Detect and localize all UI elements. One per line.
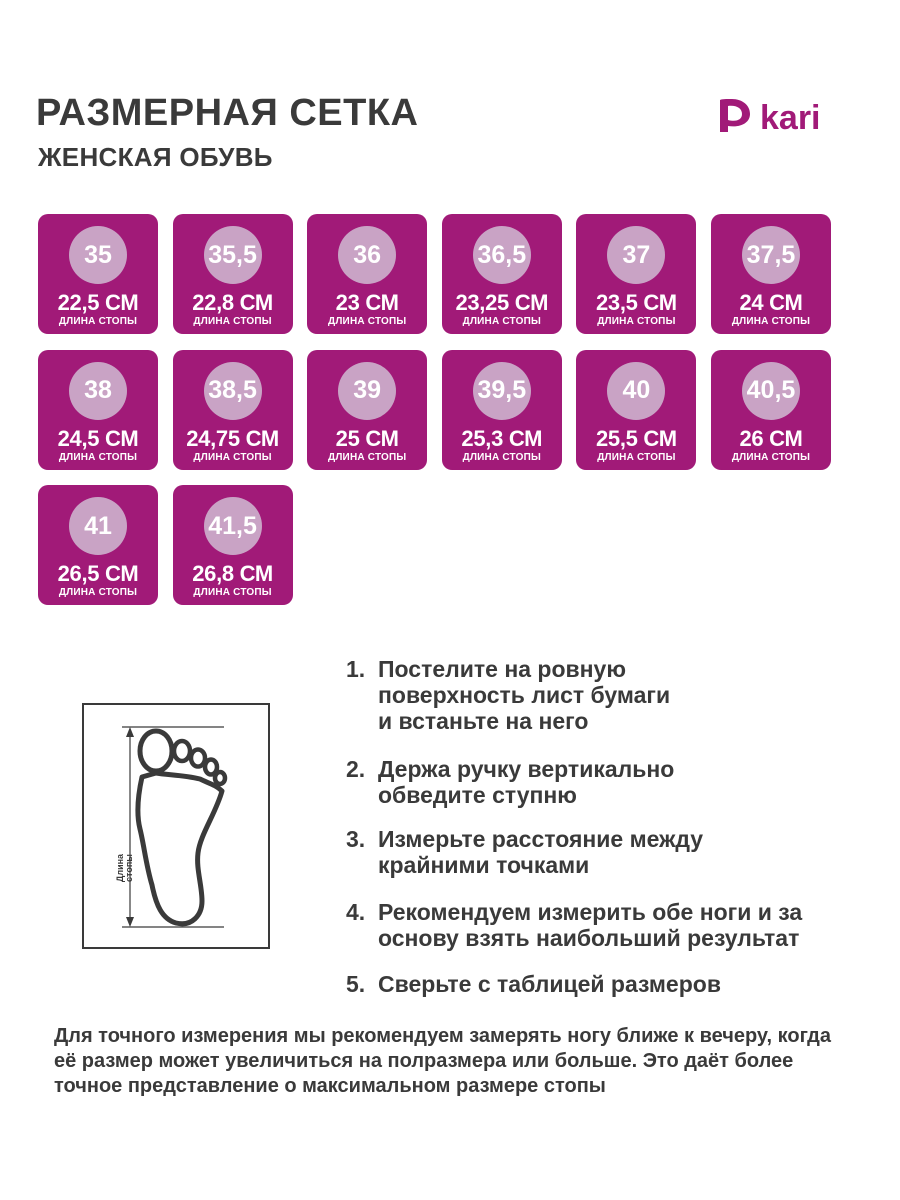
size-card	[38, 350, 158, 470]
page-title: РАЗМЕРНАЯ СЕТКА	[36, 92, 419, 134]
foot-diagram	[82, 703, 270, 949]
size-card	[307, 350, 427, 470]
foot-length-caption: ДЛИНА СТОПЫ	[328, 451, 407, 463]
foot-length-caption: ДЛИНА СТОПЫ	[597, 451, 676, 463]
size-card	[38, 485, 158, 605]
foot-length-value: 25,5 СМ	[596, 425, 677, 451]
foot-length-caption: ДЛИНА СТОПЫ	[193, 316, 272, 327]
size-card	[173, 350, 293, 470]
foot-length-value: 26 СМ	[739, 425, 803, 451]
size-number: 37	[607, 226, 665, 284]
step-5	[346, 971, 826, 997]
step-2	[346, 756, 826, 808]
size-card	[711, 350, 831, 470]
logo-text: kari	[760, 99, 821, 136]
foot-length-caption: ДЛИНА СТОПЫ	[731, 316, 811, 327]
foot-length-value: 26,8 СМ	[192, 561, 273, 586]
size-number: 36,5	[473, 226, 531, 284]
size-card	[173, 214, 293, 334]
size-card	[442, 350, 562, 470]
foot-length-value: 23 СМ	[335, 290, 399, 315]
step-text: Постелите на ровную поверхность лист бумаги и встаньте на него	[378, 656, 671, 734]
step-text: Сверьте с таблицей размеров	[378, 971, 721, 997]
size-number: 35,5	[204, 226, 262, 284]
size-number: 41,5	[204, 497, 262, 555]
foot-length-value: 24,5 СМ	[57, 425, 139, 451]
size-number: 40	[607, 362, 665, 420]
foot-length-label	[116, 848, 135, 888]
foot-length-value: 25 СМ	[335, 425, 399, 451]
foot-length-label-line2: стопы	[124, 854, 135, 882]
foot-length-value: 24,75 СМ	[186, 425, 279, 451]
foot-length-value: 24 СМ	[739, 290, 803, 315]
step-number: 3.	[346, 826, 366, 852]
size-card	[576, 214, 696, 334]
size-number: 39,5	[473, 362, 531, 420]
foot-length-caption: ДЛИНА СТОПЫ	[597, 316, 676, 327]
step-text: Держа ручку вертикально обведите ступню	[378, 756, 675, 808]
foot-length-value: 23,25 СМ	[455, 290, 549, 315]
step-3	[346, 826, 826, 878]
size-card	[442, 214, 562, 334]
step-number: 2.	[346, 756, 366, 782]
step-text: Измерьте расстояние между крайними точками	[378, 826, 704, 878]
size-number: 35	[69, 226, 127, 284]
size-number: 40,5	[742, 362, 800, 420]
size-number: 37,5	[742, 226, 800, 284]
foot-length-value: 23,5 СМ	[596, 290, 677, 315]
foot-length-caption: ДЛИНА СТОПЫ	[462, 316, 541, 327]
measurement-note: Для точного измерения мы рекомендуем замерять ногу ближе к вечеру, когда её размер может увеличиться на полразмера или больше. Это даёт более точное представление о максимальном размере стопы	[54, 1025, 831, 1097]
foot-length-caption: ДЛИНА СТОПЫ	[462, 451, 541, 463]
size-card	[711, 214, 831, 334]
foot-length-value: 26,5 СМ	[57, 561, 139, 586]
foot-length-caption: ДЛИНА СТОПЫ	[193, 451, 272, 463]
step-number: 4.	[346, 899, 366, 925]
foot-length-caption: ДЛИНА СТОПЫ	[193, 587, 272, 598]
kari-logo	[716, 96, 846, 136]
step-number: 5.	[346, 971, 366, 997]
foot-length-value: 22,8 СМ	[192, 290, 273, 315]
foot-length-value: 25,3 СМ	[461, 425, 543, 451]
size-card	[576, 350, 696, 470]
size-card	[173, 485, 293, 605]
size-number: 38,5	[204, 362, 262, 420]
foot-length-caption: ДЛИНА СТОПЫ	[58, 316, 138, 327]
size-grid	[38, 214, 838, 606]
foot-length-label-line1: Длина	[115, 853, 125, 883]
kari-logo-icon	[716, 96, 846, 136]
step-1	[346, 656, 826, 734]
foot-length-caption: ДЛИНА СТОПЫ	[731, 451, 811, 463]
foot-length-caption: ДЛИНА СТОПЫ	[58, 587, 138, 598]
foot-outline-icon	[84, 705, 272, 951]
size-number: 41	[69, 497, 127, 555]
step-number: 1.	[346, 656, 366, 682]
step-text: Рекомендуем измерить обе ноги и за основу взять наибольший результат	[378, 899, 803, 951]
foot-length-caption: ДЛИНА СТОПЫ	[328, 316, 407, 327]
foot-length-value: 22,5 СМ	[57, 290, 139, 315]
size-card	[38, 214, 158, 334]
size-number: 36	[338, 226, 396, 284]
foot-length-caption: ДЛИНА СТОПЫ	[58, 451, 138, 463]
size-number: 39	[338, 362, 396, 420]
size-card	[307, 214, 427, 334]
step-4	[346, 899, 826, 951]
size-number: 38	[69, 362, 127, 420]
page-subtitle: ЖЕНСКАЯ ОБУВЬ	[38, 142, 273, 172]
